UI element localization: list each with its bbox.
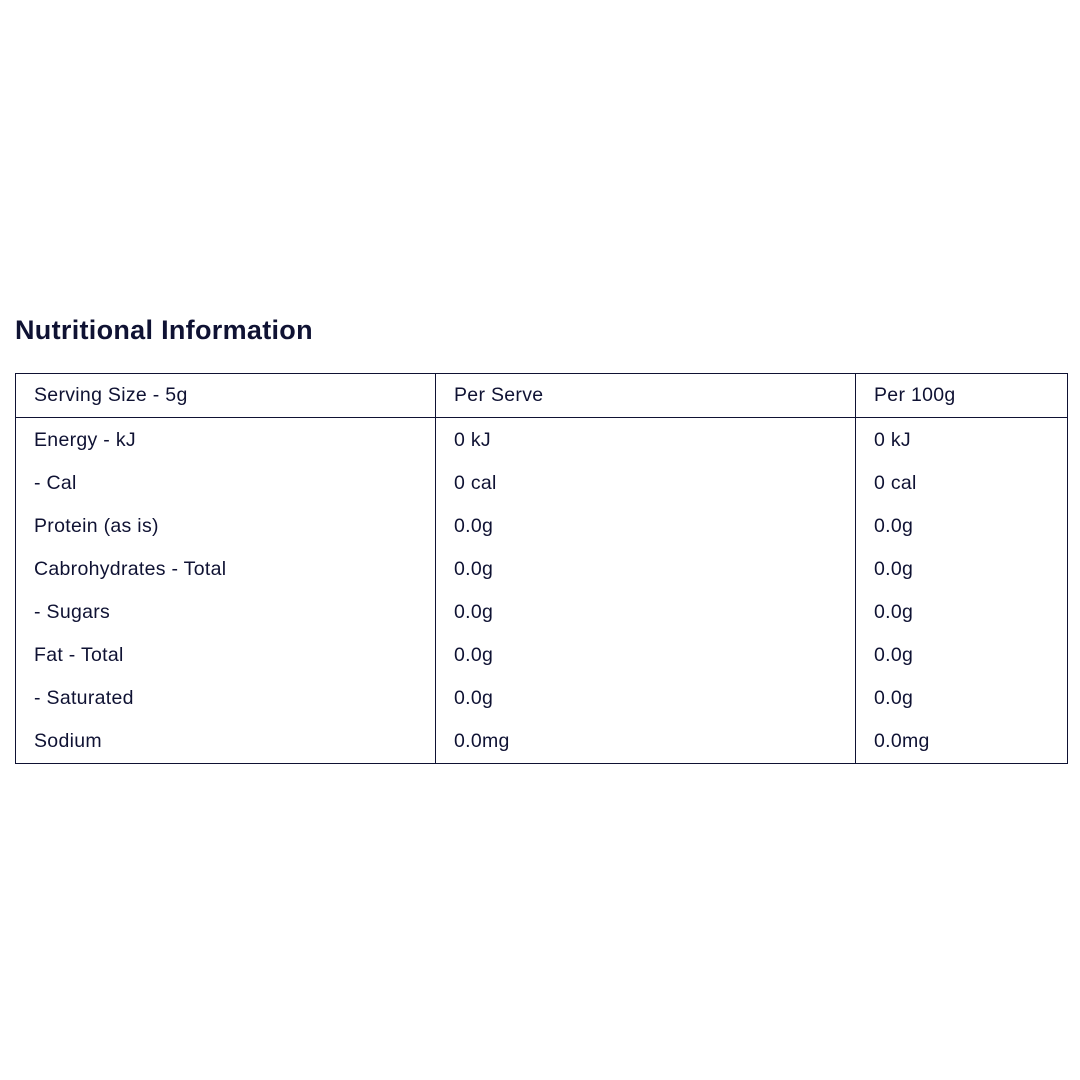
per-serve-value: 0.0g	[436, 634, 856, 677]
header-per-100g: Per 100g	[856, 374, 1068, 418]
table-row	[16, 418, 1068, 463]
nutrient-label: Cabrohydrates - Total	[34, 558, 227, 580]
table-header	[16, 374, 1068, 418]
page-title: Nutritional Information	[15, 315, 313, 345]
per-serve-value: 0.0g	[436, 548, 856, 591]
table-row	[16, 591, 1068, 634]
per-100g-value: 0 kJ	[856, 418, 1068, 463]
per-100g-value: 0.0g	[856, 677, 1068, 720]
nutrient-label: Protein (as is)	[34, 515, 159, 537]
nutrient-label: - Sugars	[34, 601, 111, 623]
nutrition-table	[15, 373, 1068, 764]
table-row	[16, 720, 1068, 764]
per-100g-value: 0.0mg	[856, 720, 1068, 764]
per-100g-value: 0.0g	[856, 548, 1068, 591]
per-100g-value: 0.0g	[856, 634, 1068, 677]
per-100g-value: 0.0g	[856, 505, 1068, 548]
nutrient-label: - Cal	[34, 472, 77, 494]
header-row	[16, 374, 1068, 418]
per-serve-value: 0 cal	[436, 462, 856, 505]
header-per-serve: Per Serve	[436, 374, 856, 418]
per-100g-value: 0 cal	[856, 462, 1068, 505]
per-serve-value: 0.0g	[436, 677, 856, 720]
per-serve-value: 0 kJ	[436, 418, 856, 463]
table-row	[16, 462, 1068, 505]
nutrient-label: Sodium	[34, 730, 102, 752]
nutrient-label: - Saturated	[34, 687, 134, 709]
per-serve-value: 0.0g	[436, 591, 856, 634]
table-body	[16, 418, 1068, 764]
per-serve-value: 0.0mg	[436, 720, 856, 764]
table-row	[16, 634, 1068, 677]
table-row	[16, 548, 1068, 591]
nutrient-label: Energy - kJ	[34, 428, 136, 451]
table-row	[16, 677, 1068, 720]
per-serve-value: 0.0g	[436, 505, 856, 548]
header-serving-size: Serving Size - 5g	[16, 374, 436, 418]
nutrient-label: Fat - Total	[34, 644, 124, 666]
per-100g-value: 0.0g	[856, 591, 1068, 634]
table-row	[16, 505, 1068, 548]
